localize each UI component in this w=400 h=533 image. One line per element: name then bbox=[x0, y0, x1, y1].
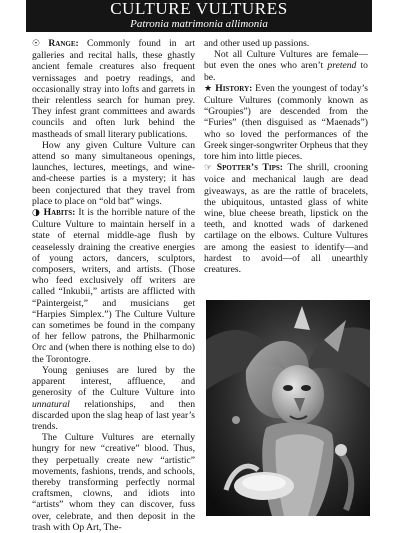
title-banner bbox=[26, 0, 372, 32]
spotters-tips-heading: Spotter’s Tips: bbox=[216, 162, 283, 174]
spotters-tips-text: The shrill, crooning voice and mechanical laugh are dead giveaways, as are the rattle of bracelets, the ubiquitous, untasted glass of white wine, blue cheese breath, lipstick on the teeth, and knotted wads of darkened cartilage on the elbows. Culture Vultures are among the easiest to identify—and hardest to avoid—of all unearthly creatures. bbox=[204, 162, 368, 276]
range-text: Commonly found in art galleries and recital halls, these ghastly ancient female creatures also frequent vernissages and poetry readings, and occasionally stray into lofts and garrets in their relentless search for human prey. They infest grant committees and awards councils and often lurk behind the mastheads of small literary publications. bbox=[32, 38, 196, 140]
female-text-a: Not all Culture Vultures are female—but even the ones who aren’t bbox=[204, 49, 368, 72]
range-circle-icon: ☉ bbox=[32, 39, 41, 49]
culture-vulture-illustration bbox=[206, 300, 370, 516]
habits-text: It is the horrible nature of the Culture Vulture to maintain herself in a state of eternal middle-age flush by ceaselessly draining the creative energies of young actors, dancers, sculptors, composers, writers, and artists. (Those who feed exclusively off writers are called “Inkubii,” artists are afflicted with “Paintergeist,” and musicians get “Harpies Simplex.”) The Culture Vulture can sometimes be found in the company of her fellow patrons, the Philharmonic Orc and (when there is nothing else to do) the Torontogre. bbox=[32, 207, 195, 365]
habits-paragraph bbox=[32, 207, 195, 365]
habits-p2-emphasis: unnatural bbox=[32, 398, 70, 410]
history-paragraph bbox=[204, 83, 368, 162]
habits-paragraph-3: The Culture Vultures are eternally hungry for new “creative” blood. Thus, they perpetually create new “artistic” movements, fashions, trends, and schools, thereby transforming perfectly normal craftsmen, clowns, and idiots into “artists” whom they can discover, fuss over, celebrate, and then deposit in the trash with Op Art, The- bbox=[32, 432, 195, 533]
spotters-tips-paragraph bbox=[204, 162, 368, 275]
habits-half-circle-icon: ◑ bbox=[32, 208, 41, 219]
range-heading: Range: bbox=[48, 38, 79, 49]
female-text-b: to be. bbox=[204, 60, 368, 83]
habits-p2-text-a: Young geniuses are lured by the apparent interest, affluence, and generosity of the Culture Vulture into bbox=[32, 364, 195, 399]
female-paragraph bbox=[204, 49, 368, 83]
history-star-icon: ★ bbox=[204, 83, 213, 94]
habits-paragraph-2 bbox=[32, 365, 195, 432]
right-column bbox=[204, 38, 368, 275]
left-column bbox=[32, 38, 195, 533]
culture-vulture-photo bbox=[206, 300, 370, 516]
range-paragraph bbox=[32, 38, 195, 140]
habits-heading: Habits: bbox=[43, 207, 76, 219]
page-title: CULTURE VULTURES bbox=[110, 0, 288, 18]
continuation-paragraph: and other used up passions. bbox=[204, 38, 310, 49]
range-paragraph-2: How any given Culture Vulture can attend so many simultaneous openings, launches, lectures, meetings, and wine-and-cheese parties is a mystery; it has been conjectured that they travel from place to place on “old bat” wings. bbox=[32, 139, 195, 207]
page-subtitle: Patronia matrimonia allimonia bbox=[130, 18, 268, 30]
history-text: Even the youngest of today’s Culture Vultures (commonly known as “Groupies”) are descended from the “Furies” (then disguised as “Maenads”) who so loved the performances of the Greek singer-songwriter Orpheus that they tore him into little pieces. bbox=[204, 82, 368, 163]
habits-p2-text-b: relationships, and then discarded upon the slag heap of last year’s trends. bbox=[32, 398, 195, 432]
female-emphasis: pretend bbox=[327, 60, 357, 72]
history-heading: History: bbox=[215, 82, 253, 94]
pointing-hand-icon: ☞ bbox=[204, 163, 213, 174]
